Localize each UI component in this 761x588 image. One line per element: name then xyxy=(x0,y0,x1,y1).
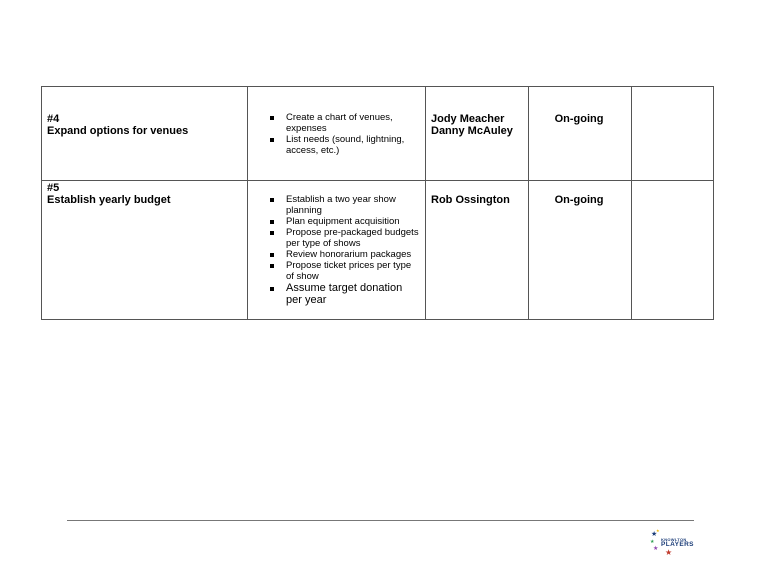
responsible-person: Jody Meacher xyxy=(431,113,505,125)
list-item: Create a chart of venues, expenses xyxy=(286,112,421,134)
svg-text:★: ★ xyxy=(650,539,655,545)
knowlton-players-logo xyxy=(648,528,696,558)
status-cell xyxy=(529,181,632,320)
list-item: Propose ticket prices per type of show xyxy=(286,260,421,282)
list-item: Establish a two year show planning xyxy=(286,194,421,216)
goal-title: Expand options for venues xyxy=(47,125,189,137)
goal-cell xyxy=(42,87,248,181)
svg-text:★: ★ xyxy=(656,528,660,533)
responsible-person: Rob Ossington xyxy=(431,194,510,206)
table-row xyxy=(42,181,714,320)
svg-text:★: ★ xyxy=(653,546,659,552)
list-item: Propose pre-packaged budgets per type of shows xyxy=(286,227,421,249)
footer-divider xyxy=(67,520,694,521)
list-item: Review honorarium packages xyxy=(286,249,421,260)
tasks-cell xyxy=(248,87,426,181)
notes-cell xyxy=(632,87,714,181)
tasks-cell xyxy=(248,181,426,320)
responsible-person: Danny McAuley xyxy=(431,125,513,137)
table-row xyxy=(42,87,714,181)
notes-cell xyxy=(632,181,714,320)
status-text: On-going xyxy=(554,194,604,206)
people-cell xyxy=(426,87,529,181)
status-text: On-going xyxy=(554,113,604,125)
people-cell xyxy=(426,181,529,320)
logo-text-line1: KNOWLTON xyxy=(661,537,687,542)
svg-text:★: ★ xyxy=(651,531,658,538)
task-list xyxy=(248,87,425,156)
goal-number: #5 xyxy=(47,182,60,194)
list-item: List needs (sound, lightning, access, etc.) xyxy=(286,134,421,156)
svg-text:★: ★ xyxy=(665,548,673,557)
list-item: Plan equipment acquisition xyxy=(286,216,421,227)
logo-text-line2: PLAYERS xyxy=(661,541,694,548)
status-cell xyxy=(529,87,632,181)
list-item: Assume target donation per year xyxy=(286,282,421,306)
task-list xyxy=(248,181,425,306)
action-plan-table xyxy=(41,86,714,320)
goal-title: Establish yearly budget xyxy=(47,194,171,206)
goal-number: #4 xyxy=(47,113,60,125)
goal-cell xyxy=(42,181,248,320)
